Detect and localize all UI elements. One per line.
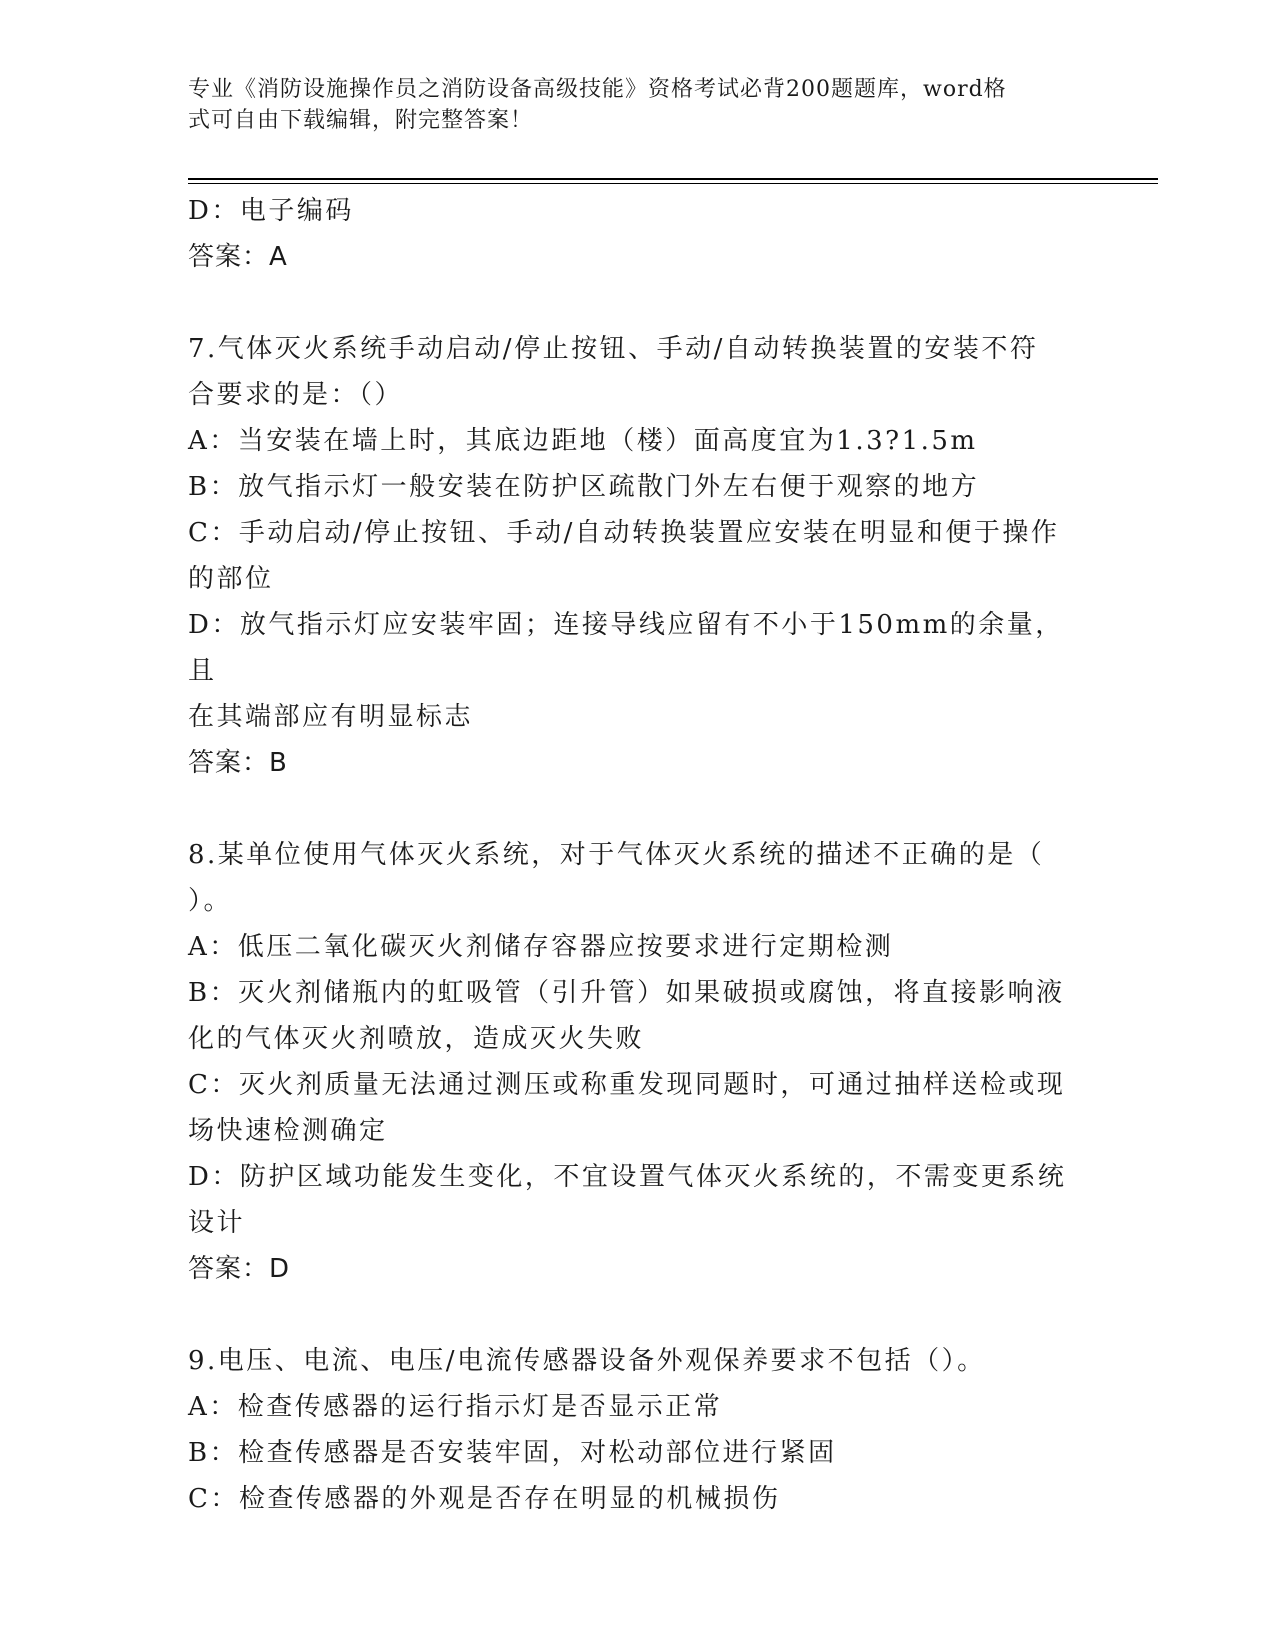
question-block	[188, 1338, 1078, 1522]
spacer	[188, 280, 1078, 326]
option-d: D：放气指示灯应安装牢固；连接导线应留有不小于150mm的余量，且	[188, 610, 1064, 686]
question-stem: 7.气体灭火系统手动启动/停止按钮、手动/自动转换装置的安装不符	[188, 334, 1039, 364]
option-d: D：防护区域功能发生变化，不宜设置气体灭火系统的，不需变更系统	[188, 1162, 1067, 1192]
option-b: B：灭火剂储瓶内的虹吸管（引升管）如果破损或腐蚀，将直接影响液	[188, 978, 1065, 1008]
option-c: 的部位	[188, 564, 274, 594]
question-block	[188, 326, 1078, 786]
spacer	[188, 1292, 1078, 1338]
option-a: A：低压二氧化碳灭火剂储存容器应按要求进行定期检测	[188, 932, 894, 962]
option-b: B：放气指示灯一般安装在防护区疏散门外左右便于观察的地方	[188, 472, 980, 502]
option-d: 设计	[188, 1208, 246, 1238]
header-rule-thin	[188, 183, 1158, 184]
option-c: C：手动启动/停止按钮、手动/自动转换装置应安装在明显和便于操作	[188, 518, 1060, 548]
option-b: B：检查传感器是否安装牢固，对松动部位进行紧固	[188, 1438, 837, 1468]
question-stem: 8.某单位使用气体灭火系统，对于气体灭火系统的描述不正确的是（	[188, 840, 1045, 870]
question-block	[188, 832, 1078, 1292]
spacer	[188, 786, 1078, 832]
option-d: D：电子编码	[188, 196, 354, 226]
option-d: 在其端部应有明显标志	[188, 702, 474, 732]
question-stem: ）。	[188, 886, 233, 916]
answer-line: 答案：D	[188, 1254, 291, 1284]
option-b: 化的气体灭火剂喷放，造成灭火失败	[188, 1024, 645, 1054]
option-a: A：检查传感器的运行指示灯是否显示正常	[188, 1392, 723, 1422]
answer-line: 答案：B	[188, 748, 288, 778]
header-line: 专业《消防设施操作员之消防设备高级技能》资格考试必背200题题库，word格	[188, 77, 1007, 102]
header-line: 式可自由下载编辑，附完整答案！	[188, 108, 534, 133]
answer-line: 答案：A	[188, 242, 288, 272]
document-header	[188, 74, 1068, 136]
question-stem: 9.电压、电流、电压/电流传感器设备外观保养要求不包括（）。	[188, 1346, 986, 1376]
option-a: A：当安装在墙上时，其底边距地（楼）面高度宜为1.3?1.5m	[188, 426, 978, 456]
option-c: C：检查传感器的外观是否存在明显的机械损伤	[188, 1484, 781, 1514]
option-c: 场快速检测确定	[188, 1116, 388, 1146]
header-rule-thick	[188, 178, 1158, 180]
question-block	[188, 188, 1078, 280]
option-c: C：灭火剂质量无法通过测压或称重发现同题时，可通过抽样送检或现	[188, 1070, 1066, 1100]
question-stem: 合要求的是：（）	[188, 380, 404, 410]
document-body	[188, 188, 1078, 1522]
